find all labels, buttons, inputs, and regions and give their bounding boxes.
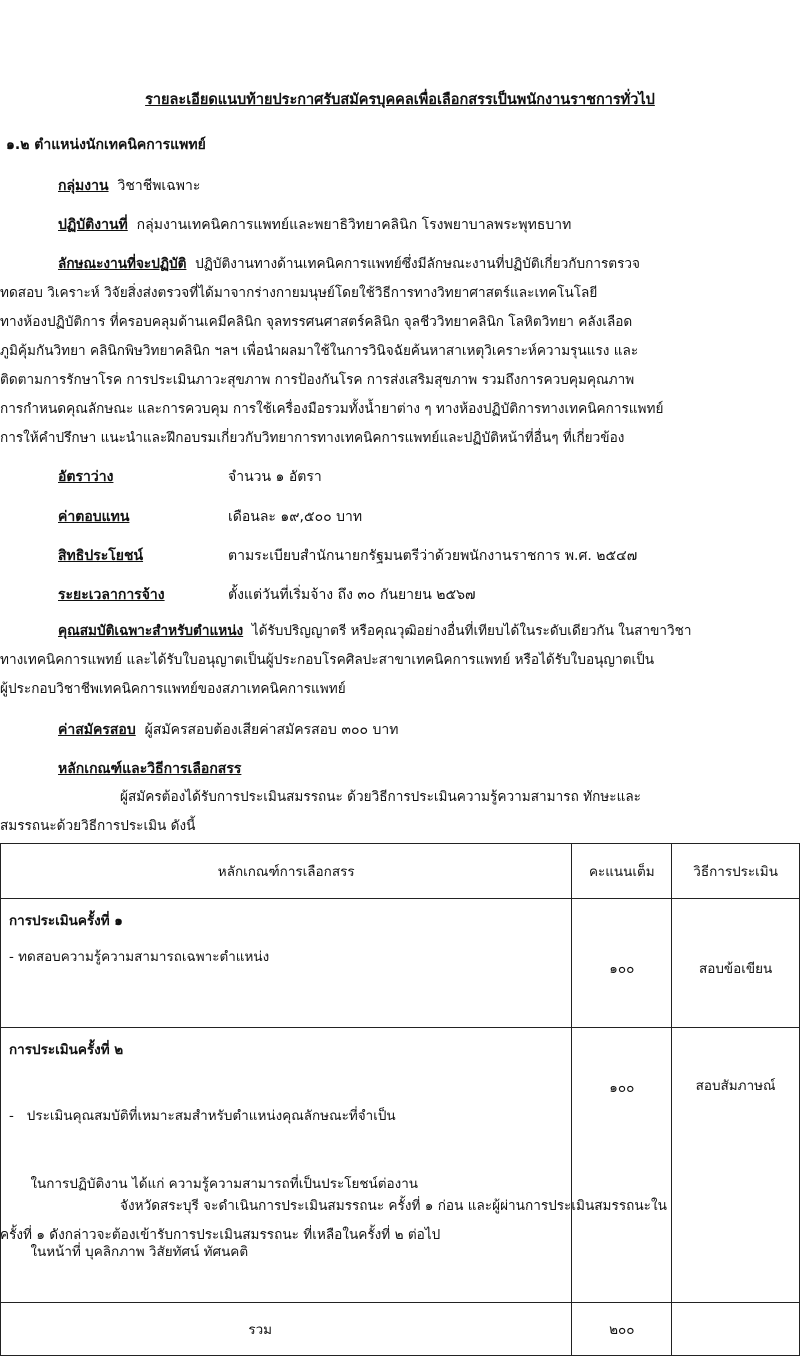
score-value: ๑๐๐ bbox=[609, 961, 635, 977]
closing-line: ครั้งที่ ๑ ดังกล่าวจะต้องเข้ารับการประเมินสมรรถนะ ที่เหลือในครั้งที่ ๒ ต่อไป bbox=[0, 1227, 441, 1243]
table-row bbox=[1, 1028, 800, 1303]
table-row bbox=[1, 899, 800, 1028]
duties-line: ปฏิบัติงานทางด้านเทคนิคการแพทย์ซึ่งมีลักษณะงานที่ปฏิบัติเกี่ยวกับการตรวจ bbox=[195, 256, 640, 272]
table-header-cell: หลักเกณฑ์การเลือกสรร bbox=[1, 844, 572, 899]
qualification-line: ผู้ประกอบวิชาชีพเทคนิคการแพทย์ของสภาเทคนิคการแพทย์ bbox=[0, 681, 346, 697]
qualification-line: ได้รับปริญญาตรี หรือคุณวุฒิอย่างอื่นที่เทียบได้ในระดับเดียวกัน ในสาขาวิชา bbox=[251, 623, 692, 639]
section-heading: ๑.๒ ตำแหน่งนักเทคนิคการแพทย์ bbox=[6, 137, 206, 153]
method-value: สอบสัมภาษณ์ bbox=[695, 1078, 776, 1094]
table-total-row bbox=[1, 1303, 800, 1356]
criteria-line: สมรรถนะด้วยวิธีการประเมิน ดังนี้ bbox=[0, 818, 196, 834]
assessment-heading: การประเมินครั้งที่ ๒ bbox=[9, 1042, 124, 1058]
criteria-line: ผู้สมัครต้องได้รับการประเมินสมรรถนะ ด้วยวิธีการประเมินความรู้ความสามารถ ทักษะและ bbox=[120, 789, 641, 805]
benefits-label: สิทธิประโยชน์ bbox=[58, 548, 144, 564]
table-cell-empty bbox=[672, 1303, 800, 1356]
qualification-line: ทางเทคนิคการแพทย์ และได้รับใบอนุญาตเป็นผู้ประกอบโรคศิลปะสาขาเทคนิคการแพทย์ หรือได้รับใบอนุญาตเป็น bbox=[0, 652, 655, 668]
duties-line: ทางห้องปฏิบัติการ ที่ครอบคลุมด้านเคมีคลินิก จุลทรรศนศาสตร์คลินิก จุลชีววิทยาคลินิก โลหิตวิทยา คลังเลือด bbox=[0, 314, 633, 330]
duties-line: ติดตามการรักษาโรค การประเมินภาวะสุขภาพ การป้องกันโรค การส่งเสริมสุขภาพ รวมถึงการควบคุมคุณภาพ bbox=[0, 372, 635, 388]
table-cell-score bbox=[572, 1028, 672, 1303]
group-label: กลุ่มงาน bbox=[58, 178, 109, 194]
assessment-line: ในหน้าที่ บุคลิกภาพ วิสัยทัศน์ ทัศนคติ bbox=[9, 1244, 249, 1260]
closing-paragraph bbox=[0, 1192, 667, 1250]
page-title: รายละเอียดแนบท้ายประกาศรับสมัครบุคคลเพื่อเลือกสรรเป็นพนักงานราชการทั่วไป bbox=[145, 92, 655, 108]
closing-line: จังหวัดสระบุรี จะดำเนินการประเมินสมรรถนะ ครั้งที่ ๑ ก่อน และผู้ผ่านการประเมินสมรรถนะใน bbox=[120, 1198, 667, 1214]
assessment-line: - ประเมินคุณสมบัติที่เหมาะสมสำหรับตำแหน่งคุณลักษณะที่จำเป็น bbox=[9, 1108, 396, 1124]
qualification-paragraph bbox=[0, 617, 692, 704]
benefits-value: ตามระเบียบสำนักนายกรัฐมนตรีว่าด้วยพนักงานราชการ พ.ศ. ๒๕๔๗ bbox=[228, 548, 638, 564]
vacancy-value: จำนวน ๑ อัตรา bbox=[228, 469, 322, 485]
workplace-label: ปฏิบัติงานที่ bbox=[58, 217, 128, 233]
table-cell-score bbox=[572, 899, 672, 1028]
criteria-label: หลักเกณฑ์และวิธีการเลือกสรร bbox=[58, 761, 242, 777]
assessment-line: ในการปฏิบัติงาน ได้แก่ ความรู้ความสามารถที่เป็นประโยชน์ต่องาน bbox=[9, 1176, 419, 1192]
fee-label: ค่าสมัครสอบ bbox=[58, 722, 136, 738]
table-header-row bbox=[1, 844, 800, 899]
total-label: รวม bbox=[1, 1303, 572, 1356]
table-cell-method bbox=[672, 1028, 800, 1303]
table-header-cell: คะแนนเต็ม bbox=[572, 844, 672, 899]
table-header-cell: วิธีการประเมิน bbox=[672, 844, 800, 899]
selection-criteria-table bbox=[0, 843, 800, 1356]
total-value: ๒๐๐ bbox=[572, 1303, 672, 1356]
duties-line: ภูมิคุ้มกันวิทยา คลินิกพิษวิทยาคลินิก ฯลฯ เพื่อนำผลมาใช้ในการวินิจฉัยค้นหาสาเหตุวิเคราะห์ความรุนแรง และ bbox=[0, 343, 639, 359]
term-value: ตั้งแต่วันที่เริ่มจ้าง ถึง ๓๐ กันยายน ๒๕๖๗ bbox=[228, 587, 476, 603]
assessment-heading: การประเมินครั้งที่ ๑ bbox=[9, 913, 123, 929]
pay-label: ค่าตอบแทน bbox=[58, 509, 130, 525]
duties-line: การให้คำปรึกษา แนะนำและฝึกอบรมเกี่ยวกับวิทยาการทางเทคนิคการแพทย์และปฏิบัติหน้าที่อื่นๆ ที่เกี่ยวข้อง bbox=[0, 430, 625, 446]
group-value: วิชาชีพเฉพาะ bbox=[117, 178, 201, 194]
duties-label: ลักษณะงานที่จะปฏิบัติ bbox=[58, 256, 187, 272]
table-cell-method bbox=[672, 899, 800, 1028]
term-label: ระยะเวลาการจ้าง bbox=[58, 587, 165, 603]
duties-line: การกำหนดคุณลักษณะ และการควบคุม การใช้เครื่องมือรวมทั้งน้ำยาต่าง ๆ ทางห้องปฏิบัติการทางเทคนิคการแพทย์ bbox=[0, 401, 664, 417]
duties-paragraph bbox=[0, 250, 663, 453]
assessment-line: - ทดสอบความรู้ความสามารถเฉพาะตำแหน่ง bbox=[9, 949, 270, 965]
duties-line: ทดสอบ วิเคราะห์ วิจัยสิ่งส่งตรวจที่ได้มาจากร่างกายมนุษย์โดยใช้วิธีการทางวิทยาศาสตร์และเทคโนโลยี bbox=[0, 285, 598, 301]
table-cell-criteria bbox=[1, 1028, 572, 1303]
group-row bbox=[58, 175, 200, 197]
pay-value: เดือนละ ๑๙,๕๐๐ บาท bbox=[228, 509, 363, 525]
method-value: สอบข้อเขียน bbox=[698, 961, 773, 977]
qualification-label: คุณสมบัติเฉพาะสำหรับตำแหน่ง bbox=[58, 623, 244, 639]
table-cell-criteria bbox=[1, 899, 572, 1028]
vacancy-label: อัตราว่าง bbox=[58, 469, 114, 485]
score-value: ๑๐๐ bbox=[609, 1080, 635, 1096]
workplace-row bbox=[58, 214, 571, 236]
criteria-paragraph bbox=[0, 783, 641, 841]
workplace-value: กลุ่มงานเทคนิคการแพทย์และพยาธิวิทยาคลินิก โรงพยาบาลพระพุทธบาท bbox=[136, 217, 572, 233]
fee-value: ผู้สมัครสอบต้องเสียค่าสมัครสอบ ๓๐๐ บาท bbox=[144, 722, 399, 738]
fee-row bbox=[58, 719, 398, 741]
